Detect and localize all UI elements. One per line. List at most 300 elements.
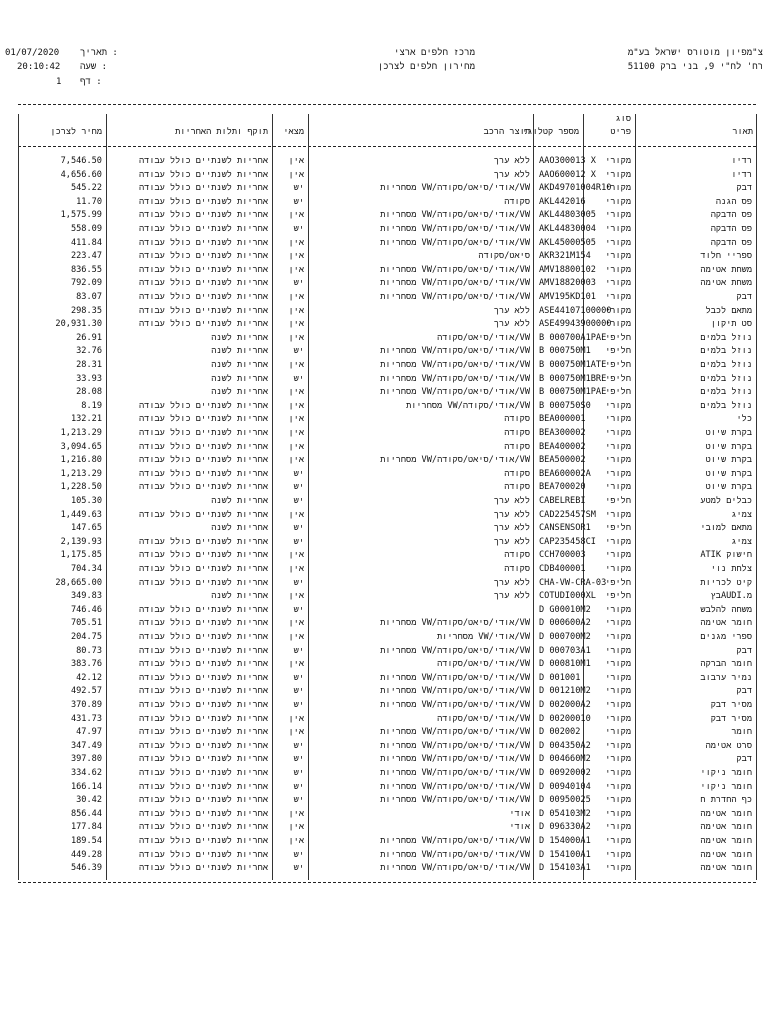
cell-catalog-number: CABELREBI — [539, 496, 586, 506]
cell-stock: אין — [288, 591, 304, 602]
cell-price: 1,216.80 — [60, 455, 102, 466]
cell-price: 347.49 — [70, 740, 102, 751]
cell-price: 42.12 — [76, 672, 102, 683]
cell-price: 545.22 — [70, 183, 102, 194]
cell-stock: יש — [293, 346, 304, 357]
cell-price: 383.76 — [70, 659, 102, 670]
cell-item-type: חליפי — [605, 373, 631, 384]
cell-vehicle: סקודה — [504, 196, 530, 207]
cell-vehicle: ללא ערך — [493, 496, 530, 506]
cell-stock: אין — [288, 305, 304, 316]
cell-vehicle: VW/אודי/סיאט/סקודה/VW מסחריות — [380, 740, 530, 751]
table-top-rule — [18, 104, 756, 105]
cell-catalog-number: AAO600012 X — [539, 169, 596, 180]
cell-description: נוזל בלמים — [700, 387, 752, 398]
cell-item-type: מקורי — [605, 237, 631, 248]
cell-warranty: אחריות לשנתיים כולל עבודה — [139, 468, 268, 479]
cell-description: משחת אטימה — [700, 264, 752, 275]
cell-item-type: מקורי — [605, 183, 631, 194]
cell-item-type: מקורי — [605, 441, 631, 452]
cell-warranty: אחריות לשנה — [211, 346, 268, 357]
column-separator — [635, 114, 636, 880]
cell-vehicle: סיאט/סקודה — [478, 251, 530, 262]
cell-description: משחת אטימה — [700, 278, 752, 289]
cell-stock: אין — [288, 428, 304, 438]
cell-item-type: מקורי — [605, 414, 631, 425]
cell-price: 80.73 — [76, 645, 102, 656]
cell-catalog-number: D G00010M2 — [539, 604, 591, 615]
cell-item-type: מקורי — [605, 836, 631, 846]
cell-price: 8.19 — [81, 400, 102, 411]
cell-item-type: מקורי — [605, 659, 631, 670]
cell-catalog-number: D 154000A1 — [539, 836, 591, 846]
cell-vehicle: סקודה — [504, 414, 530, 425]
col-header-stock: מצאי — [283, 127, 304, 137]
cell-stock: אין — [288, 550, 304, 561]
cell-price: 431.73 — [70, 713, 102, 724]
cell-vehicle: VW/אודי/סיאט/סקודה/VW מסחריות — [380, 387, 530, 398]
cell-item-type: מקורי — [605, 618, 631, 629]
cell-vehicle: VW/אודי/סיאט/סקודה/VW מסחריות — [380, 754, 530, 765]
cell-vehicle: סקודה — [504, 550, 530, 561]
cell-price: 1,575.99 — [60, 210, 102, 221]
cell-price: 1,213.29 — [60, 428, 102, 438]
cell-catalog-number: CCH700003 — [539, 550, 586, 561]
cell-catalog-number: D 00920002 — [539, 768, 591, 778]
cell-description: כף החדרת ח — [700, 795, 752, 806]
cell-item-type: חליפי — [605, 346, 631, 357]
cell-price: 836.55 — [70, 264, 102, 275]
cell-stock: אין — [288, 237, 304, 248]
cell-catalog-number: AKR321M154 — [539, 251, 591, 262]
cell-catalog-number: D 000810M1 — [539, 659, 591, 670]
cell-catalog-number: D 154103A1 — [539, 863, 591, 874]
cell-description: חומר הברקה — [700, 659, 752, 670]
cell-description: מתאם למובי — [700, 523, 752, 534]
cell-item-type: מקורי — [605, 822, 631, 833]
cell-vehicle: VW/אודי/סיאט/סקודה/VW מסחריות — [380, 210, 530, 221]
center-subtitle: מחירון חלפים לצרכן — [377, 62, 475, 72]
cell-vehicle: VW/אודי/סיאט/סקודה — [437, 332, 530, 343]
cell-description: פס הדבקה — [710, 237, 752, 248]
cell-catalog-number: BEA400002 — [539, 441, 586, 452]
cell-catalog-number: AKL44803005 — [539, 210, 596, 221]
cell-price: 105.30 — [70, 496, 102, 506]
cell-stock: יש — [293, 672, 304, 683]
cell-stock: אין — [288, 727, 304, 738]
cell-vehicle: VW/אודי/סיאט/סקודה/VW מסחריות — [380, 278, 530, 289]
cell-warranty: אחריות לשנתיים כולל עבודה — [139, 536, 268, 547]
cell-warranty: אחריות לשנתיים כולל עבודה — [139, 849, 268, 860]
cell-item-type: מקורי — [605, 632, 631, 642]
cell-price: 33.93 — [76, 373, 102, 384]
cell-item-type: חליפי — [605, 523, 631, 534]
cell-warranty: אחריות לשנתיים כולל עבודה — [139, 428, 268, 438]
cell-item-type: מקורי — [605, 169, 631, 180]
cell-item-type: מקורי — [605, 781, 631, 792]
cell-catalog-number: AKL45000505 — [539, 237, 596, 248]
cell-description: משחה להלבש — [700, 604, 752, 615]
col-header-catalog: מספר קטלוגי — [522, 127, 579, 137]
cell-stock: יש — [293, 468, 304, 479]
cell-catalog-number: B 000700A1PAE — [539, 332, 607, 343]
cell-stock: אין — [288, 210, 304, 221]
cell-description: בקרת שיוט — [705, 441, 752, 452]
cell-warranty: אחריות לשנתיים כולל עבודה — [139, 632, 268, 642]
cell-vehicle: VW/אודי/סיאט/סקודה/VW מסחריות — [380, 836, 530, 846]
cell-item-type: מקורי — [605, 400, 631, 411]
cell-catalog-number: D 096330A2 — [539, 822, 591, 833]
cell-item-type: מקורי — [605, 210, 631, 221]
cell-item-type: חליפי — [605, 387, 631, 398]
cell-vehicle: VW/אודי/סיאט/סקודה/VW מסחריות — [380, 264, 530, 275]
cell-vehicle: אודי — [509, 808, 530, 819]
cell-catalog-number: D 002000A2 — [539, 700, 591, 710]
cell-warranty: אחריות לשנתיים כולל עבודה — [139, 618, 268, 629]
cell-warranty: אחריות לשנתיים כולל עבודה — [139, 441, 268, 452]
cell-catalog-number: B 000750M1BRE — [539, 373, 607, 384]
cell-description: חומר אטימה — [700, 836, 752, 846]
cell-stock: יש — [293, 536, 304, 547]
cell-price: 704.34 — [70, 564, 102, 574]
cell-price: 546.39 — [70, 863, 102, 874]
table-bottom-rule — [18, 882, 756, 883]
cell-price: 26.91 — [76, 332, 102, 343]
cell-stock: יש — [293, 373, 304, 384]
cell-stock: אין — [288, 387, 304, 398]
cell-catalog-number: AMV18820003 — [539, 278, 596, 289]
cell-item-type: חליפי — [605, 577, 631, 588]
cell-vehicle: סקודה — [504, 428, 530, 438]
center-title: מרכז חלפים ארצי — [393, 48, 475, 58]
cell-catalog-number: AAO300013 X — [539, 156, 596, 166]
cell-description: דבק — [736, 292, 752, 302]
cell-item-type: חליפי — [605, 591, 631, 602]
col-header-vehicle: תוצר הרכב — [483, 127, 530, 137]
cell-warranty: אחריות לשנתיים כולל עבודה — [139, 196, 268, 207]
cell-vehicle: VW/אודי/סיאט/סקודה — [437, 659, 530, 670]
cell-price: 204.75 — [70, 632, 102, 642]
cell-description: בקרת שיוט — [705, 428, 752, 438]
cell-vehicle: VW/אודי/סיאט/סקודה/VW מסחריות — [380, 292, 530, 302]
cell-description: דבק — [736, 645, 752, 656]
cell-warranty: אחריות לשנתיים כולל עבודה — [139, 808, 268, 819]
cell-stock: אין — [288, 618, 304, 629]
cell-description: צמיג — [731, 509, 752, 520]
cell-item-type: מקורי — [605, 305, 631, 316]
cell-description: ספרי מגנים — [700, 632, 752, 642]
cell-description: דבק — [736, 686, 752, 697]
cell-vehicle: VW/אודי/סיאט/סקודה/VW מסחריות — [380, 618, 530, 629]
cell-stock: יש — [293, 196, 304, 207]
cell-warranty: אחריות לשנתיים כולל עבודה — [139, 727, 268, 738]
column-separator — [756, 114, 757, 880]
cell-description: מתאם לכבל — [705, 305, 752, 316]
cell-warranty: אחריות לשנה — [211, 496, 268, 506]
cell-catalog-number: D 154100A1 — [539, 849, 591, 860]
cell-stock: יש — [293, 795, 304, 806]
cell-warranty: אחריות לשנתיים כולל עבודה — [139, 237, 268, 248]
cell-price: 28.31 — [76, 360, 102, 370]
cell-warranty: אחריות לשנה — [211, 373, 268, 384]
cell-catalog-number: CAD225457SM — [539, 509, 596, 520]
cell-stock: אין — [288, 264, 304, 275]
col-header-price: מחיר לצרכן — [50, 127, 102, 137]
cell-warranty: אחריות לשנתיים כולל עבודה — [139, 863, 268, 874]
cell-catalog-number: CDB400001 — [539, 564, 586, 574]
company-address: רח' לח"י 9, בני ברק 51100 — [627, 62, 763, 72]
cell-description: סרט אטימה — [705, 740, 752, 751]
cell-catalog-number: CAP235458CI — [539, 536, 596, 547]
cell-warranty: אחריות לשנתיים כולל עבודה — [139, 740, 268, 751]
cell-item-type: מקורי — [605, 672, 631, 683]
cell-warranty: אחריות לשנה — [211, 360, 268, 370]
cell-vehicle: VW/אודי/סיאט/סקודה/VW מסחריות — [380, 224, 530, 234]
cell-description: נמיר ערבוב — [700, 672, 752, 683]
cell-warranty: אחריות לשנתיים כולל עבודה — [139, 604, 268, 615]
cell-catalog-number: CANSENSOR1 — [539, 523, 591, 534]
cell-item-type: מקורי — [605, 645, 631, 656]
cell-item-type: מקורי — [605, 564, 631, 574]
page-number: 1 — [56, 77, 62, 87]
cell-catalog-number: D 002002 — [539, 727, 581, 738]
cell-vehicle: ללא ערך — [493, 591, 530, 602]
cell-stock: יש — [293, 768, 304, 778]
cell-price: 28.08 — [76, 387, 102, 398]
cell-stock: יש — [293, 224, 304, 234]
cell-stock: אין — [288, 659, 304, 670]
cell-vehicle — [310, 604, 530, 618]
cell-item-type: מקורי — [605, 713, 631, 724]
cell-description: פס הדבקה — [710, 224, 752, 234]
cell-item-type: מקורי — [605, 849, 631, 860]
cell-warranty: אחריות לשנתיים כולל עבודה — [139, 169, 268, 180]
cell-stock: יש — [293, 604, 304, 615]
cell-stock: אין — [288, 564, 304, 574]
cell-warranty: אחריות לשנתיים כולל עבודה — [139, 251, 268, 262]
cell-price: 746.46 — [70, 604, 102, 615]
cell-vehicle: ללא ערך — [493, 523, 530, 534]
cell-item-type: חליפי — [605, 496, 631, 506]
cell-item-type: מקורי — [605, 251, 631, 262]
cell-description: מ.AUDIבץ — [710, 591, 752, 602]
cell-item-type: חליפי — [605, 360, 631, 370]
cell-stock: יש — [293, 781, 304, 792]
cell-item-type: מקורי — [605, 550, 631, 561]
cell-vehicle: VW/אודי/סיאט/סקודה/VW מסחריות — [380, 849, 530, 860]
cell-item-type: מקורי — [605, 264, 631, 275]
cell-warranty: אחריות לשנתיים כולל עבודה — [139, 659, 268, 670]
cell-item-type: מקורי — [605, 455, 631, 466]
cell-vehicle: VW/אודי/סיאט/סקודה/VW מסחריות — [380, 727, 530, 738]
cell-warranty: אחריות לשנה — [211, 591, 268, 602]
cell-item-type: מקורי — [605, 768, 631, 778]
cell-vehicle: ללא ערך — [493, 536, 530, 547]
cell-description: חומר ניקוי — [700, 781, 752, 792]
cell-catalog-number: BEA600002A — [539, 468, 591, 479]
cell-item-type: מקורי — [605, 278, 631, 289]
cell-stock: יש — [293, 496, 304, 506]
cell-item-type: מקורי — [605, 156, 631, 166]
cell-item-type: מקורי — [605, 196, 631, 207]
cell-catalog-number: D 000703A1 — [539, 645, 591, 656]
cell-stock: יש — [293, 754, 304, 765]
cell-catalog-number: AMV18800102 — [539, 264, 596, 275]
cell-stock: אין — [288, 156, 304, 166]
cell-catalog-number: D 00200010 — [539, 713, 591, 724]
cell-description: חומר אטימה — [700, 863, 752, 874]
cell-price: 3,094.65 — [60, 441, 102, 452]
cell-price: 30.42 — [76, 795, 102, 806]
cell-stock: אין — [288, 400, 304, 411]
cell-vehicle: VW/אודי/סיאט/סקודה/VW מסחריות — [380, 373, 530, 384]
cell-item-type: מקורי — [605, 536, 631, 547]
cell-warranty: אחריות לשנתיים כולל עבודה — [139, 210, 268, 221]
cell-item-type: מקורי — [605, 795, 631, 806]
cell-vehicle: VW/אודי/סיאט/סקודה/VW מסחריות — [380, 795, 530, 806]
time-value: 20:10:42 — [17, 62, 61, 72]
cell-price: 1,449.63 — [60, 509, 102, 520]
cell-description: כבלים למטע — [700, 496, 752, 506]
cell-warranty: אחריות לשנתיים כולל עבודה — [139, 700, 268, 710]
cell-price: 7,546.50 — [60, 156, 102, 166]
cell-item-type: מקורי — [605, 604, 631, 615]
cell-stock: אין — [288, 713, 304, 724]
cell-stock: יש — [293, 849, 304, 860]
cell-vehicle: סקודה — [504, 564, 530, 574]
cell-price: 2,139.93 — [60, 536, 102, 547]
column-separator — [533, 114, 534, 880]
cell-item-type: מקורי — [605, 482, 631, 493]
cell-item-type: מקורי — [605, 700, 631, 710]
cell-item-type: מקורי — [605, 509, 631, 520]
cell-catalog-number: D 054103M2 — [539, 808, 591, 819]
cell-description: בקרת שיוט — [705, 455, 752, 466]
cell-warranty: אחריות לשנתיים כולל עבודה — [139, 183, 268, 194]
cell-warranty: אחריות לשנתיים כולל עבודה — [139, 264, 268, 275]
col-header-description: תאור — [732, 127, 753, 137]
cell-stock: יש — [293, 700, 304, 710]
cell-warranty: אחריות לשנתיים כולל עבודה — [139, 564, 268, 574]
cell-stock: אין — [288, 836, 304, 846]
cell-price: 298.35 — [70, 305, 102, 316]
cell-vehicle: ללא ערך — [493, 577, 530, 588]
cell-stock: אין — [288, 509, 304, 520]
column-separator — [308, 114, 309, 880]
cell-description: חומר אטימה — [700, 618, 752, 629]
cell-description: נוזל בלמים — [700, 332, 752, 343]
cell-description: נוזל בלמים — [700, 373, 752, 384]
cell-description: חומר ניקוי — [700, 768, 752, 778]
cell-item-type: מקורי — [605, 727, 631, 738]
cell-vehicle: סקודה — [504, 468, 530, 479]
cell-stock: אין — [288, 332, 304, 343]
cell-warranty: אחריות לשנתיים כולל עבודה — [139, 645, 268, 656]
cell-description: רדיו — [731, 169, 752, 180]
cell-description: נוזל בלמים — [700, 360, 752, 370]
cell-warranty: אחריות לשנתיים כולל עבודה — [139, 156, 268, 166]
cell-price: 856.44 — [70, 808, 102, 819]
cell-catalog-number: D 001210M2 — [539, 686, 591, 697]
cell-price: 1,213.29 — [60, 468, 102, 479]
cell-catalog-number: D 00940104 — [539, 781, 591, 792]
cell-vehicle: VW/אודי/סיאט/סקודה/VW מסחריות — [380, 863, 530, 874]
cell-price: 792.09 — [70, 278, 102, 289]
cell-vehicle: VW/אודי/סיאט/סקודה/VW מסחריות — [380, 360, 530, 370]
cell-description: נוזל בלמים — [700, 346, 752, 357]
cell-warranty: אחריות לשנה — [211, 332, 268, 343]
cell-warranty: אחריות לשנתיים כולל עבודה — [139, 768, 268, 778]
cell-warranty: אחריות לשנתיים כולל עבודה — [139, 781, 268, 792]
cell-item-type: מקורי — [605, 808, 631, 819]
cell-warranty: אחריות לשנתיים כולל עבודה — [139, 836, 268, 846]
cell-catalog-number: B 000750S0 — [539, 400, 591, 411]
cell-catalog-number: D 004350A2 — [539, 740, 591, 751]
cell-price: 223.47 — [70, 251, 102, 262]
cell-vehicle: VW/אודי/סיאט/סקודה/VW מסחריות — [380, 346, 530, 357]
cell-description: רדיו — [731, 156, 752, 166]
cell-warranty: אחריות לשנתיים כולל עבודה — [139, 455, 268, 466]
cell-description: מסיר דבק — [710, 713, 752, 724]
date-label: תאריך : — [80, 48, 118, 58]
cell-price: 370.89 — [70, 700, 102, 710]
cell-price: 189.54 — [70, 836, 102, 846]
cell-description: כלי — [736, 414, 752, 425]
cell-stock: אין — [288, 808, 304, 819]
cell-description: חישוק ATIK — [700, 550, 752, 561]
cell-item-type: מקורי — [605, 686, 631, 697]
cell-vehicle: סקודה — [504, 482, 530, 493]
column-separator — [272, 114, 273, 880]
cell-price: 28,665.00 — [55, 577, 102, 588]
cell-vehicle: אודי — [509, 822, 530, 833]
cell-vehicle: ללא ערך — [493, 509, 530, 520]
cell-catalog-number: B 000750M1ATE — [539, 360, 607, 370]
cell-stock: יש — [293, 740, 304, 751]
cell-price: 449.28 — [70, 849, 102, 860]
cell-stock: אין — [288, 455, 304, 466]
cell-price: 4,656.60 — [60, 169, 102, 180]
cell-catalog-number: CHA-VW-CRA-03 — [539, 577, 607, 588]
cell-vehicle: VW/אודי/סיאט/סקודה — [437, 713, 530, 724]
cell-catalog-number: D 000600A2 — [539, 618, 591, 629]
cell-catalog-number: BEA700020 — [539, 482, 586, 493]
cell-vehicle: VW/אודי/סקודה/VW מסחריות — [406, 400, 530, 411]
cell-vehicle: סקודה — [504, 441, 530, 452]
cell-description: חומר אטימה — [700, 849, 752, 860]
cell-catalog-number: AMV195KD101 — [539, 292, 596, 302]
cell-catalog-number: AKL44830004 — [539, 224, 596, 234]
cell-warranty: אחריות לשנה — [211, 523, 268, 534]
col-header-type: פריט — [610, 127, 631, 137]
cell-description: חומר אטימה — [700, 808, 752, 819]
cell-item-type: מקורי — [605, 428, 631, 438]
cell-price: 558.09 — [70, 224, 102, 234]
cell-vehicle: VW/אודי/סיאט/סקודה/VW מסחריות — [380, 700, 530, 710]
cell-price: 132.21 — [70, 414, 102, 425]
cell-price: 334.62 — [70, 768, 102, 778]
cell-stock: יש — [293, 183, 304, 194]
cell-description: בקרת שיוט — [705, 468, 752, 479]
cell-warranty: אחריות לשנתיים כולל עבודה — [139, 550, 268, 561]
cell-description: דבק — [736, 754, 752, 765]
cell-price: 1,175.85 — [60, 550, 102, 561]
cell-description: צמיג — [731, 536, 752, 547]
cell-catalog-number: BEA500002 — [539, 455, 586, 466]
cell-price: 20,931.30 — [55, 319, 102, 330]
column-separator — [106, 114, 107, 880]
cell-vehicle: VW/אודי/סיאט/סקודה/VW מסחריות — [380, 237, 530, 248]
